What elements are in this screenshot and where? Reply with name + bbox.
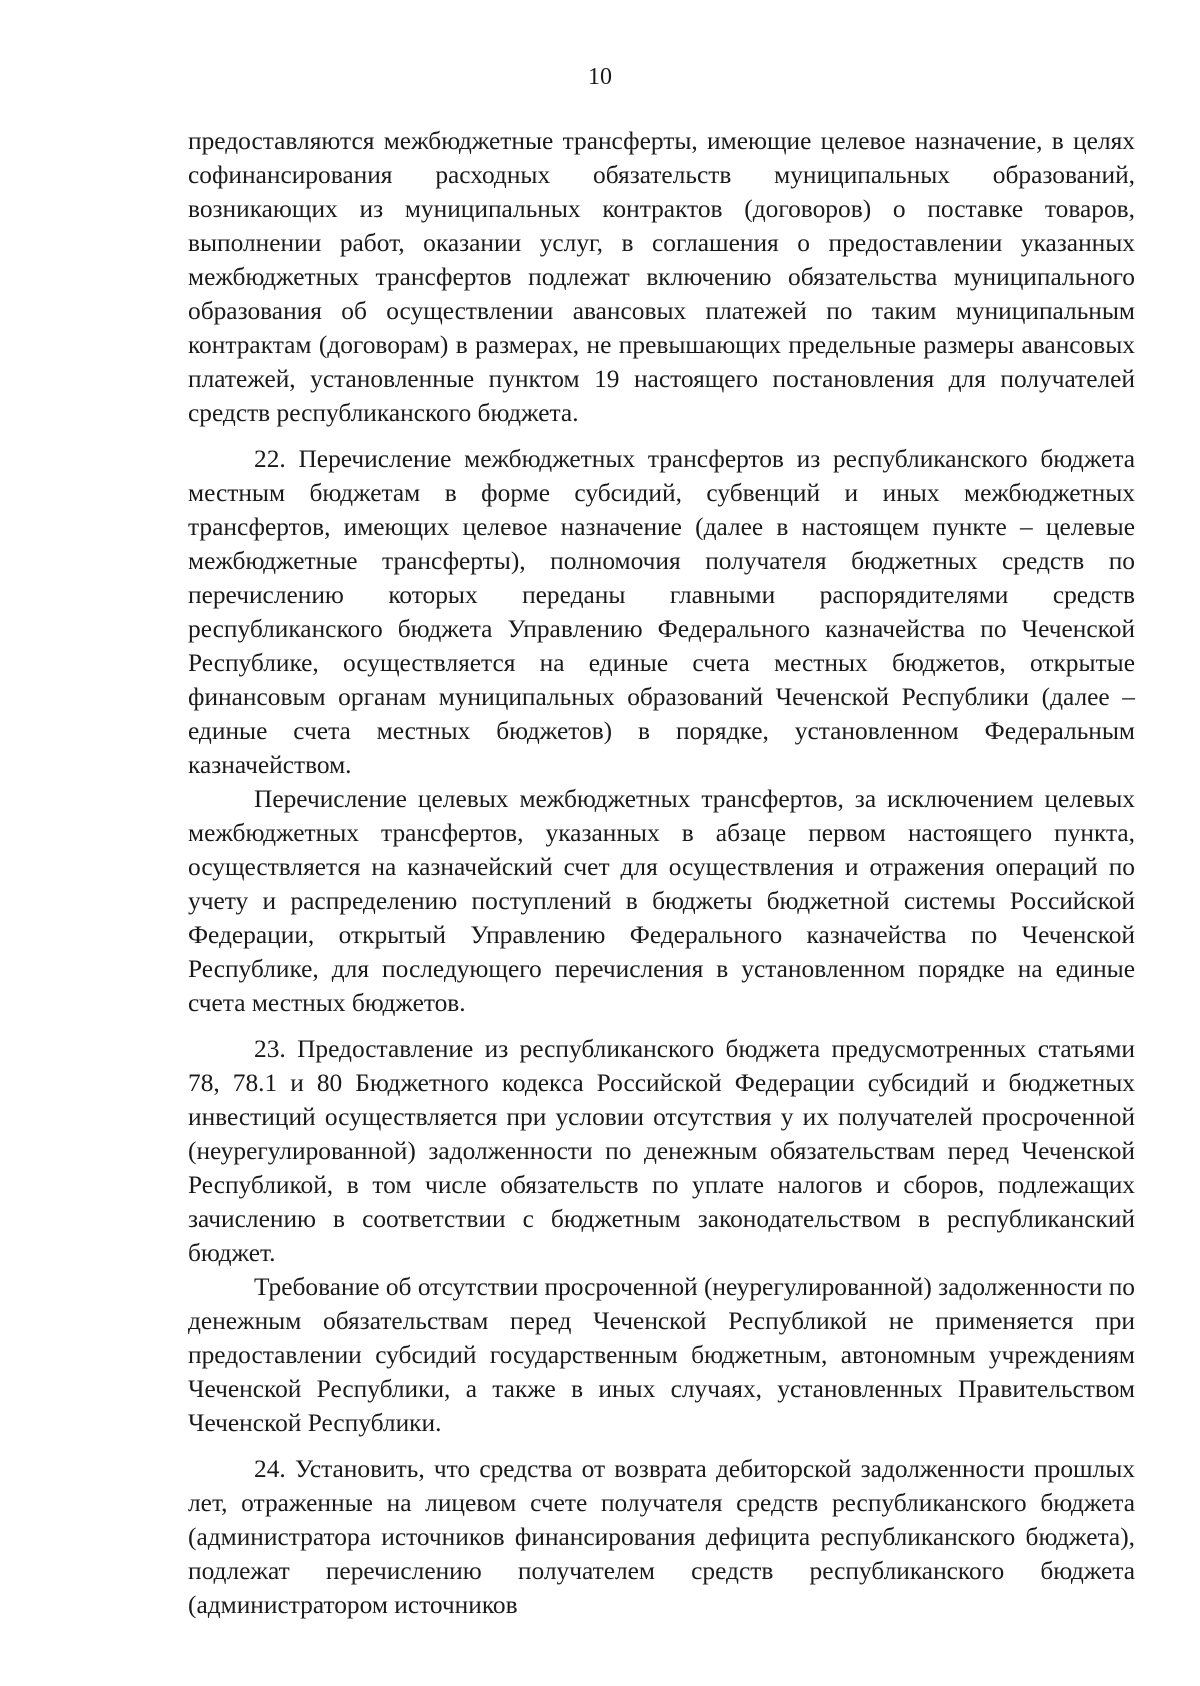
paragraph-item-22-second: Перечисление целевых межбюджетных трансфертов, за исключением целевых межбюджетных трансфертов, указанных в абзаце первом настоящего пункта, осуществляется на казначейский счет для осуществления и отражения операций по учету и распределению поступлений в бюджеты бюджетной системы Российской Федерации, открытый Управлению Федерального казначейства по Чеченской Республике, для последующего перечисления в установленном порядке на единые счета местных бюджетов.: [188, 785, 1135, 1017]
paragraph-item-23-second: Требование об отсутствии просроченной (неурегулированной) задолженности по денежным обязательствам перед Чеченской Республикой не применяется при предоставлении субсидий государственным бюджетным, автономным учреждениям Чеченской Республики, а также в иных случаях, установленных Правительством Чеченской Республики.: [188, 1273, 1135, 1437]
document-body: [188, 124, 1135, 1622]
paragraph-item-23: 23. Предоставление из республиканского бюджета предусмотренных статьями 78, 78.1 и 80 Бюджетного кодекса Российской Федерации субсидий и бюджетных инвестиций осуществляется при условии отсутствия у их получателей просроченной (неурегулированной) задолженности по денежным обязательствам перед Чеченской Республикой, в том числе обязательств по уплате налогов и сборов, подлежащих зачислению в соответствии с бюджетным законодательством в республиканский бюджет.: [188, 1035, 1135, 1267]
paragraph-item-22: 22. Перечисление межбюджетных трансфертов из республиканского бюджета местным бюджетам в форме субсидий, субвенций и иных межбюджетных трансфертов, имеющих целевое назначение (далее в настоящем пункте – целевые межбюджетные трансферты), полномочия получателя бюджетных средств по перечислению которых переданы главными распорядителями средств республиканского бюджета Управлению Федерального казначейства по Чеченской Республике, осуществляется на единые счета местных бюджетов, открытые финансовым органам муниципальных образований Чеченской Республики (далее – единые счета местных бюджетов) в порядке, установленном Федеральным казначейством.: [188, 445, 1135, 779]
paragraph-continuation: предоставляются межбюджетные трансферты, имеющие целевое назначение, в целях софинансирования расходных обязательств муниципальных образований, возникающих из муниципальных контрактов (договоров) о поставке товаров, выполнении работ, оказании услуг, в соглашения о предоставлении указанных межбюджетных трансфертов подлежат включению обязательства муниципального образования об осуществлении авансовых платежей по таким муниципальным контрактам (договорам) в размерах, не превышающих предельные размеры авансовых платежей, установленные пунктом 19 настоящего постановления для получателей средств республиканского бюджета.: [188, 127, 1135, 427]
page-number: 10: [588, 64, 612, 90]
paragraph-item-24: 24. Установить, что средства от возврата дебиторской задолженности прошлых лет, отраженные на лицевом счете получателя средств республиканского бюджета (администратора источников финансирования дефицита республиканского бюджета), подлежат перечислению получателем средств республиканского бюджета (администратором источников: [188, 1455, 1135, 1619]
